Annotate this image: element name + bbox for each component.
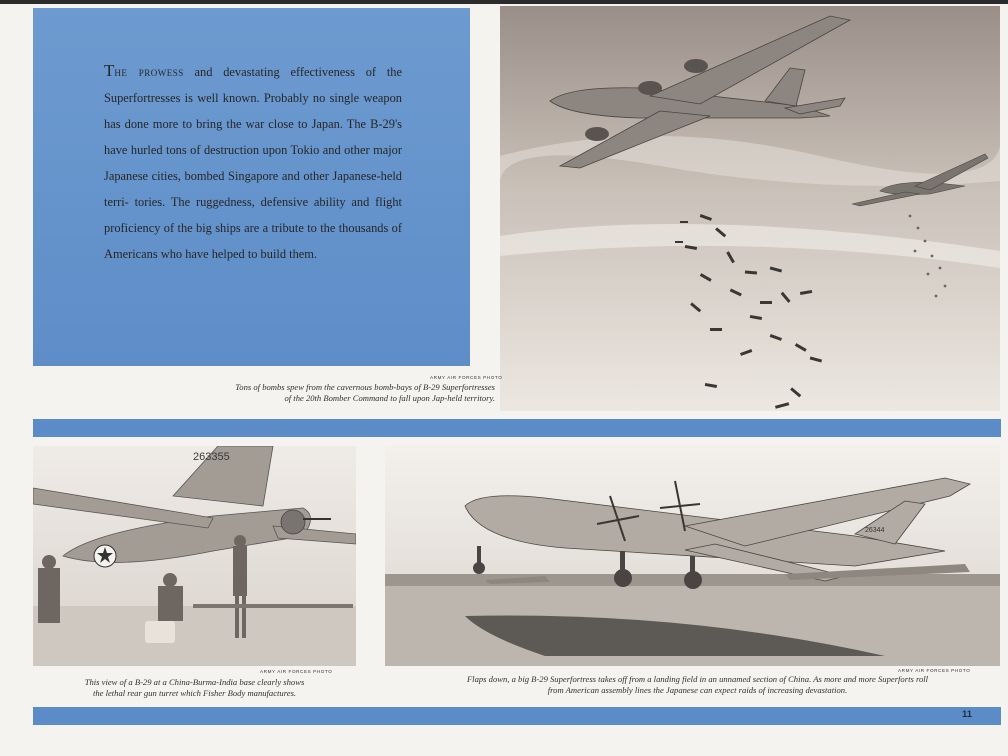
- ground-photo-credit: ARMY AIR FORCES PHOTO: [260, 669, 333, 674]
- bombing-caption-line-1: Tons of bombs spew from the cavernous bomb-bays of B-29 Superfortresses: [235, 382, 495, 392]
- takeoff-photo-caption: [400, 674, 995, 696]
- ground-photo: [33, 446, 356, 666]
- takeoff-caption-line-2: from American assembly lines the Japanese can expect raids of increasing devastation.: [547, 685, 848, 695]
- page-number: 11: [961, 709, 972, 720]
- takeoff-caption-line-1: Flaps down, a big B-29 Superfortress takes off from a landing field in an unnamed section of China. As more and more Superforts roll: [466, 674, 929, 684]
- bombing-caption-line-2: of the 20th Bomber Command to fall upon Jap-held territory.: [284, 393, 495, 403]
- ground-caption-line-2: the lethal rear gun turret which Fisher Body manufactures.: [92, 688, 297, 698]
- intro-smallcaps: he prowess: [114, 65, 184, 79]
- ground-caption-line-1: This view of a B-29 at a China-Burma-India base clearly shows: [84, 677, 305, 687]
- divider-band-middle: [33, 419, 1001, 437]
- ground-tail-number: 263355: [193, 451, 230, 463]
- page-top-edge: [0, 0, 1008, 4]
- drop-cap: T: [104, 61, 115, 80]
- takeoff-photo: [385, 446, 1000, 666]
- bombing-photo-caption: [150, 382, 495, 404]
- bombing-photo: [500, 6, 1000, 411]
- ground-photo-caption: [33, 677, 356, 699]
- intro-paragraph: [104, 58, 402, 267]
- takeoff-tail-number: 26344: [865, 527, 885, 534]
- takeoff-photo-credit: ARMY AIR FORCES PHOTO: [898, 668, 971, 673]
- divider-band-bottom: [33, 707, 1001, 725]
- intro-body: and devastating effectiveness of the Superfortresses is well known. Probably no single weapon has done more to bring the war close to Japan. The B-29's have hurled tons of destruction upon Tokio and other major Japanese cities, bombed Singapore and other Japanese-held terri- tories. The ruggedness, defensive ability and flight proficiency of the big ships are a tribute to the thousands of Americans who have helped to build them.: [104, 65, 402, 261]
- bombing-photo-credit: ARMY AIR FORCES PHOTO: [430, 375, 503, 380]
